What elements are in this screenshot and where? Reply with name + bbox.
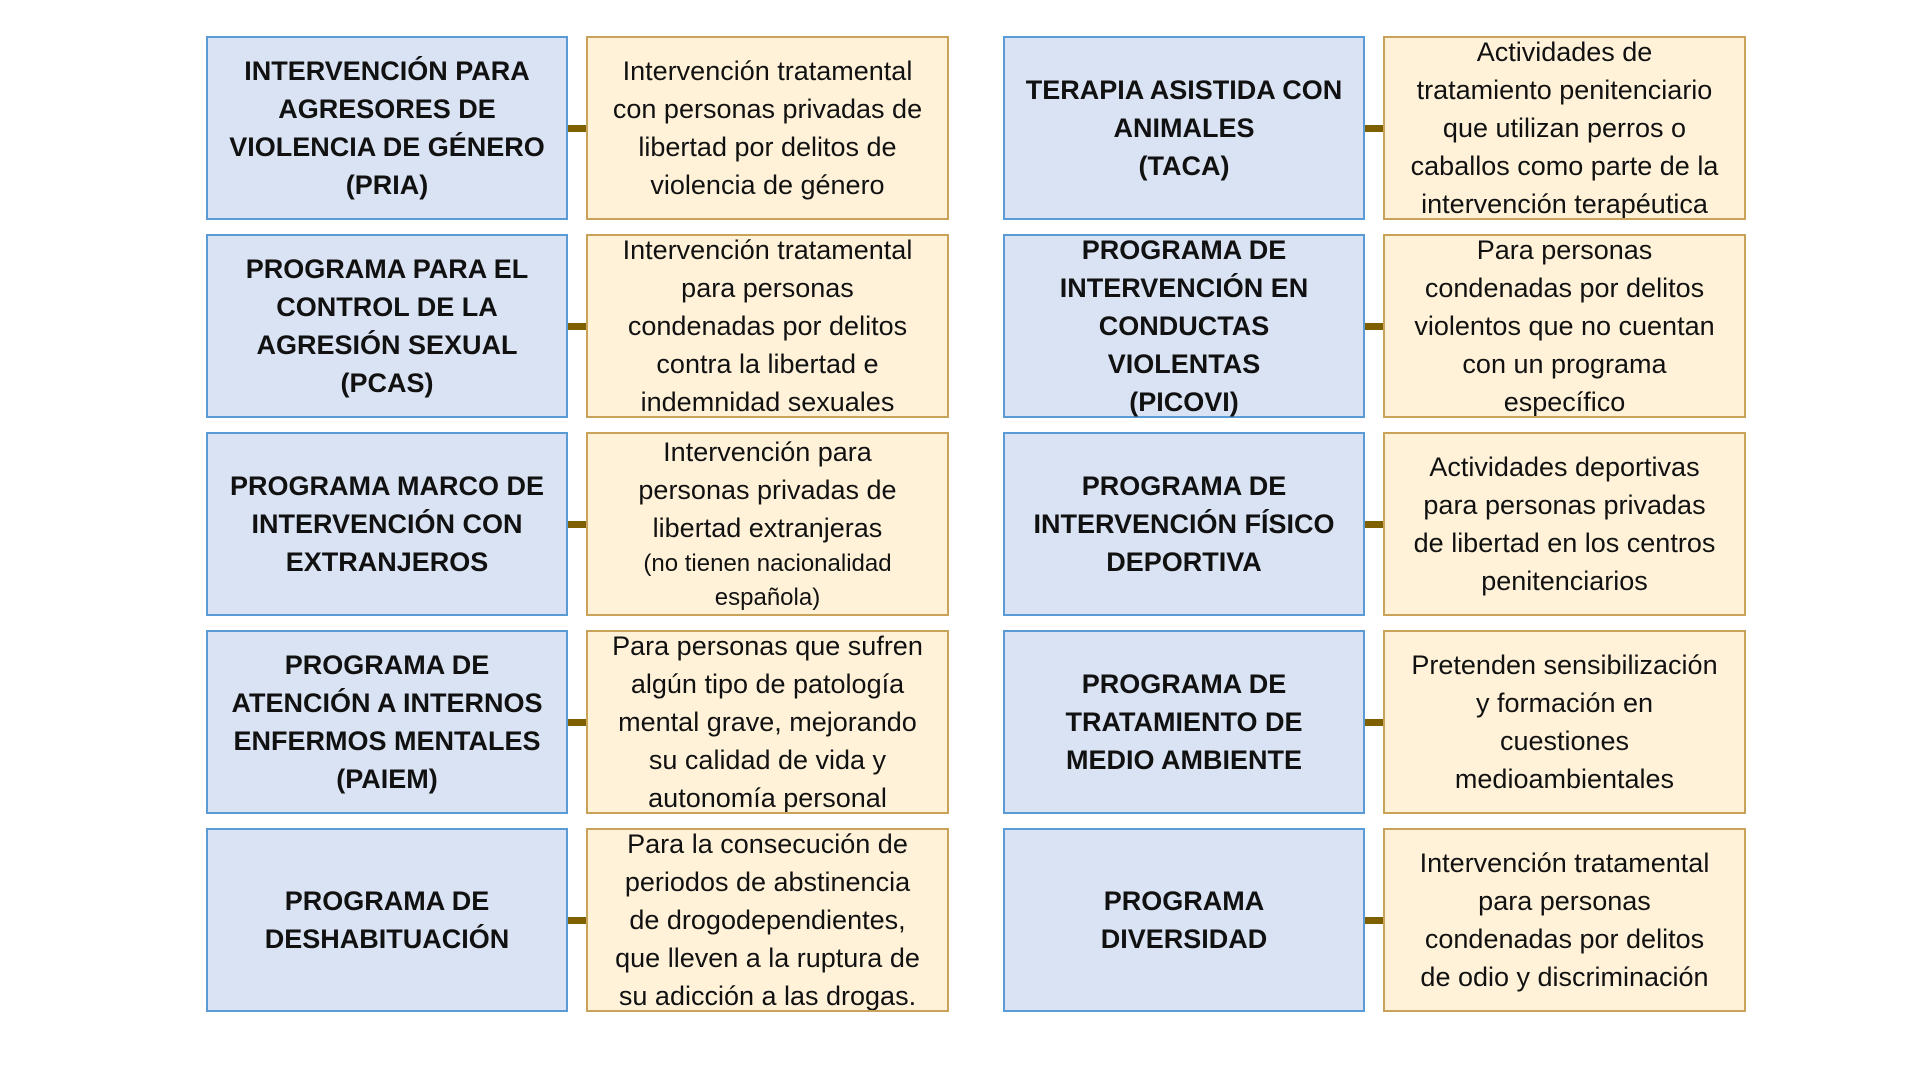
program-box: PROGRAMA PARA EL CONTROL DE LA AGRESIÓN SEXUAL (PCAS)	[206, 234, 568, 418]
description-box	[1383, 828, 1746, 1012]
program-box: PROGRAMA DIVERSIDAD	[1003, 828, 1365, 1012]
description-box	[586, 36, 949, 220]
description-text: Para la consecución de periodos de abstinencia de drogodependientes, que lleven a la ruptura de su adicción a las drogas.	[615, 829, 920, 1011]
connector-line	[1365, 917, 1383, 924]
program-box: PROGRAMA DE INTERVENCIÓN EN CONDUCTAS VIOLENTAS (PICOVI)	[1003, 234, 1365, 418]
description-text: Para personas condenadas por delitos violentos que no cuentan con un programa específico	[1414, 235, 1715, 417]
program-box: TERAPIA ASISTIDA CON ANIMALES (TACA)	[1003, 36, 1365, 220]
connector-line	[568, 719, 586, 726]
description-text: Intervención tratamental con personas privadas de libertad por delitos de violencia de género	[612, 56, 923, 200]
description-text: Intervención tratamental para personas condenadas por delitos contra la libertad e indemnidad sexuales	[622, 235, 913, 417]
connector-line	[568, 125, 586, 132]
description-box	[1383, 36, 1746, 220]
description-text: Intervención para personas privadas de libertad extranjeras	[638, 437, 897, 543]
description-text: Actividades deportivas para personas privadas de libertad en los centros penitenciarios	[1413, 452, 1716, 596]
connector-line	[568, 521, 586, 528]
description-box	[586, 432, 949, 616]
connector-line	[1365, 521, 1383, 528]
description-note: (no tienen nacionalidad española)	[643, 550, 892, 611]
connector-line	[1365, 323, 1383, 330]
description-box	[586, 828, 949, 1012]
connector-line	[1365, 719, 1383, 726]
description-text: Para personas que sufren algún tipo de patología mental grave, mejorando su calidad de vida y autonomía personal	[612, 631, 923, 813]
description-text: Intervención tratamental para personas condenadas por delitos de odio y discriminación	[1419, 848, 1710, 992]
description-box	[1383, 234, 1746, 418]
program-box: INTERVENCIÓN PARA AGRESORES DE VIOLENCIA DE GÉNERO (PRIA)	[206, 36, 568, 220]
program-box: PROGRAMA DE TRATAMIENTO DE MEDIO AMBIENTE	[1003, 630, 1365, 814]
connector-line	[568, 323, 586, 330]
connector-line	[1365, 125, 1383, 132]
description-box	[586, 234, 949, 418]
program-box: PROGRAMA DE INTERVENCIÓN FÍSICO DEPORTIVA	[1003, 432, 1365, 616]
description-box	[1383, 432, 1746, 616]
description-box	[586, 630, 949, 814]
description-text: Actividades de tratamiento penitenciario que utilizan perros o caballos como parte de la intervención terapéutica	[1410, 37, 1719, 219]
program-box: PROGRAMA DE ATENCIÓN A INTERNOS ENFERMOS MENTALES (PAIEM)	[206, 630, 568, 814]
program-box: PROGRAMA DE DESHABITUACIÓN	[206, 828, 568, 1012]
description-box	[1383, 630, 1746, 814]
connector-line	[568, 917, 586, 924]
program-box: PROGRAMA MARCO DE INTERVENCIÓN CON EXTRANJEROS	[206, 432, 568, 616]
description-text: Pretenden sensibilización y formación en cuestiones medioambientales	[1411, 650, 1718, 794]
